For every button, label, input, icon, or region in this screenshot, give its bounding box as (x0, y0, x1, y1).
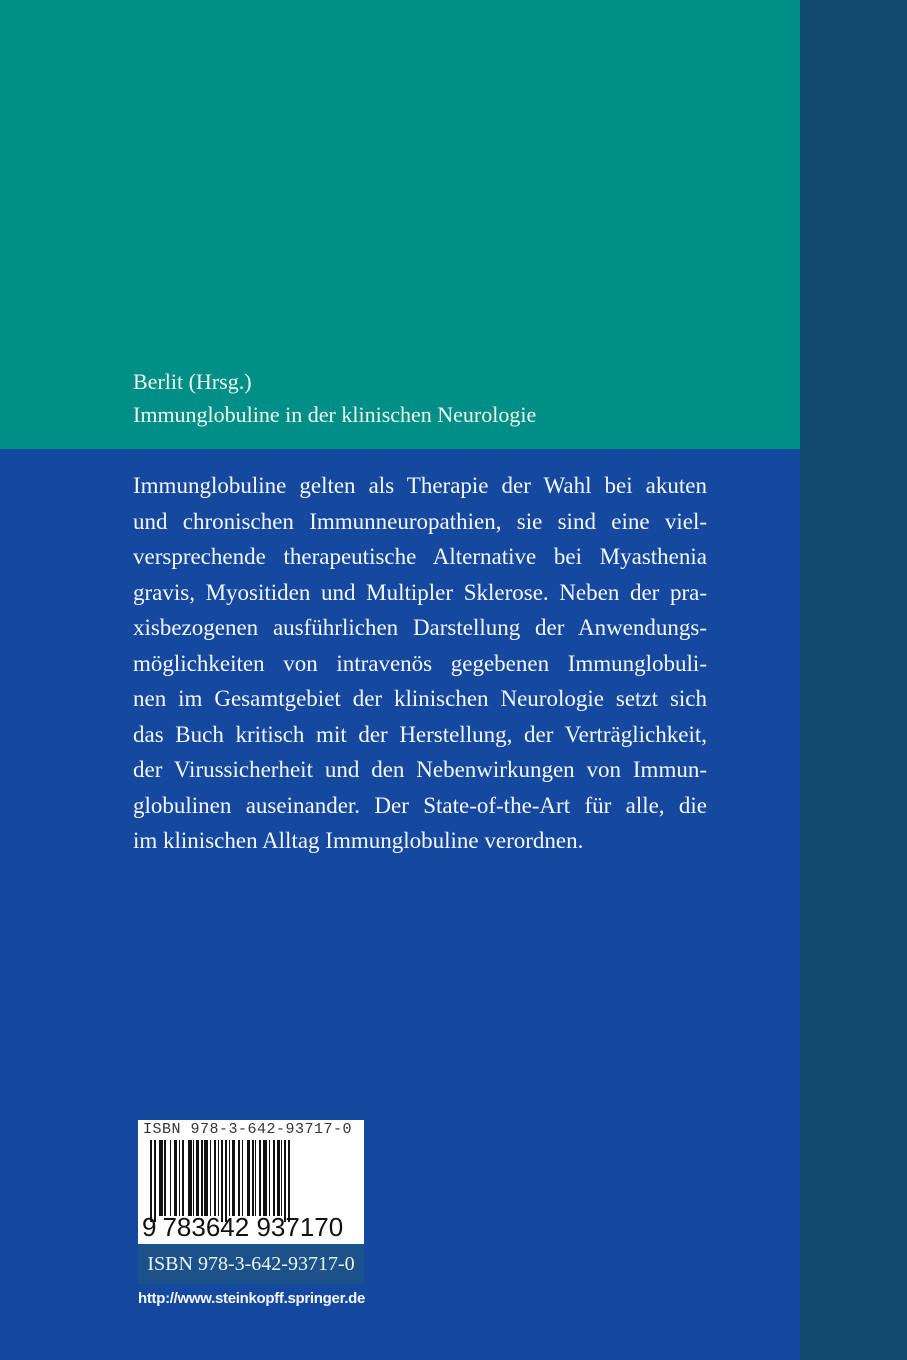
blurb-line: der Virussicherheit und den Nebenwirkungen von Immun- (133, 757, 707, 782)
barcode-first-digit: 9 (142, 1212, 157, 1242)
publisher-url: http://www.steinkopff.springer.de (138, 1290, 366, 1307)
barcode (138, 1120, 364, 1244)
barcode-isbn-label: ISBN 978-3-642-93717-0 (143, 1121, 353, 1138)
spine (800, 0, 907, 1360)
blurb-line: nen im Gesamtgebiet der klinischen Neurologie setzt sich (133, 686, 707, 711)
blurb-line: globulinen auseinander. Der State-of-the-Art für alle, die (133, 792, 707, 818)
isbn-band: ISBN 978-3-642-93717-0 (138, 1244, 364, 1284)
blurb-line: Immunglobuline gelten als Therapie der Wahl bei akuten (133, 473, 707, 498)
blurb-line: versprechende therapeutische Alternative bei Myasthenia (133, 544, 707, 569)
blurb-line: xisbezogenen ausführlichen Darstellung der Anwendungs- (133, 615, 707, 640)
top-teal-band (0, 0, 800, 449)
author: Berlit (Hrsg.) (133, 369, 252, 394)
blurb-text (133, 468, 707, 859)
blurb-line: möglichkeiten von intravenös gegebenen Immunglobuli- (133, 650, 707, 676)
barcode-number: 783642 937170 (162, 1212, 344, 1242)
blurb-line: das Buch kritisch mit der Herstellung, der Verträglichkeit, (133, 721, 707, 747)
barcode-digits (142, 1212, 343, 1242)
book-title: Immunglobuline in der klinischen Neurologie (133, 402, 537, 427)
blurb-line: und chronischen Immunneuropathien, sie sind eine viel- (133, 508, 707, 534)
blurb-line: gravis, Myositiden und Multipler Sklerose. Neben der pra- (133, 579, 707, 605)
barcode-bars (150, 1140, 350, 1222)
blurb-line: im klinischen Alltag Immunglobuline verordnen. (133, 828, 584, 853)
